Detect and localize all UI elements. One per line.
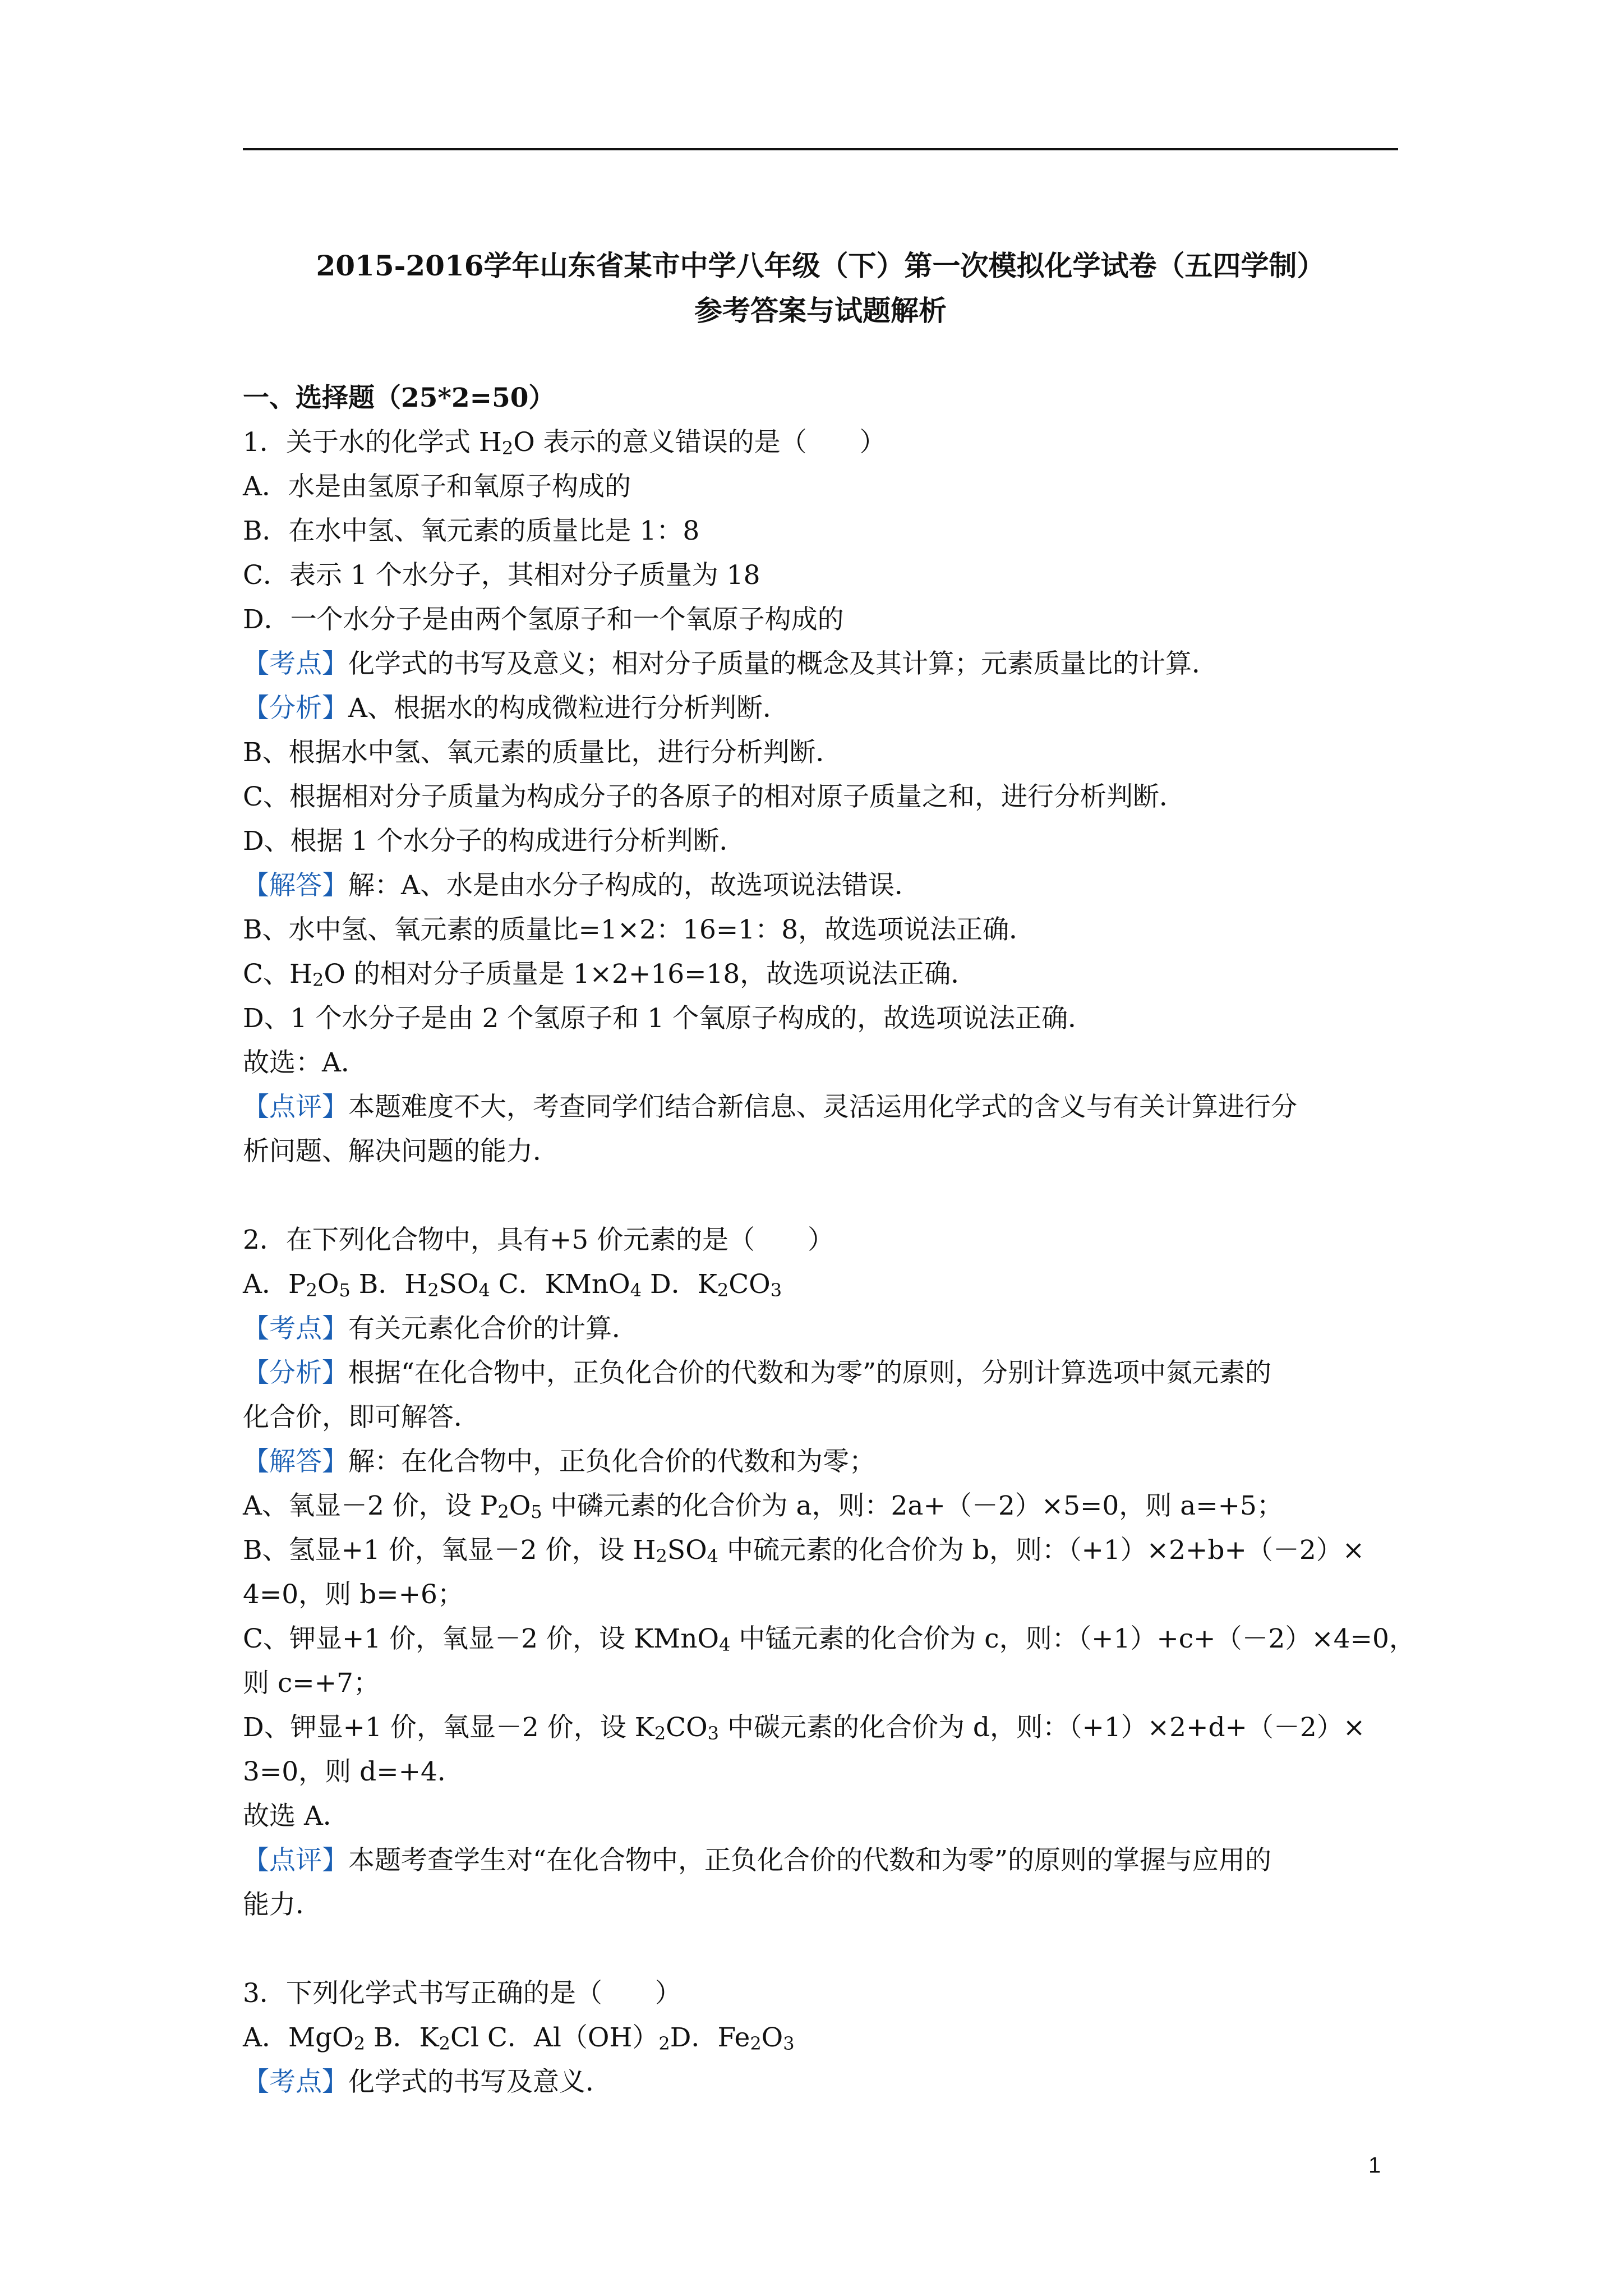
q1-jieda-line: D、1 个水分子是由 2 个氢原子和 1 个氧原子构成的，故选项说法正确． [243,1003,1095,1034]
document-title: 2015-2016学年山东省某市中学八年级（下）第一次模拟化学试卷（五四学制） [316,249,1325,282]
q1-fenxi: 【分析】A、根据水的构成微粒进行分析判断． [243,693,789,724]
section-heading: 一、选择题（25*2=50） [243,383,555,413]
q2-answer: 故选 A． [243,1801,349,1832]
q1-option-d: D．一个水分子是由两个氢原子和一个氧原子构成的 [243,604,844,635]
q1-kaodian: 【考点】化学式的书写及意义；相对分子质量的概念及其计算；元素质量比的计算． [243,648,1218,679]
kaodian-tag: 【考点】 [243,2067,348,2097]
q2-jieda-line: B、氢显+1 价，氧显－2 价，设 $H_2SO_4$ 中硫元素的化合价为 b，则：（+1）×2+b+（－2）× [243,1535,1365,1567]
q1-fenxi-line: B、根据水中氢、氧元素的质量比，进行分析判断． [243,737,842,768]
q2-stem: 2．在下列化合物中，具有+5 价元素的是（ ） [243,1225,834,1255]
q3-options: A．MgO$_2$ B．$K_2Cl$ C．$Al(OH)_2D$．$Fe_2O_3$ [243,2022,795,2054]
page-number: 1 [1368,2153,1381,2178]
kaodian-tag: 【考点】 [243,648,348,679]
q2-jieda: 【解答】解：在化合物中，正负化合价的代数和为零； [243,1446,875,1477]
q3-kaodian: 【考点】化学式的书写及意义． [243,2067,612,2097]
q3-stem: 3．下列化学式书写正确的是（ ） [243,1978,681,2009]
q1-jieda: 【解答】解：A、水是由水分子构成的，故选项说法错误． [243,870,921,901]
dianping-tag: 【点评】 [243,1092,348,1122]
q2-dianping: 【点评】本题考查学生对“在化合物中，正负化合价的代数和为零”的原则的掌握与应用的 [243,1845,1272,1876]
spacer [243,1174,1398,1218]
q2-jieda-line: 3=0，则 d=+4． [243,1756,464,1787]
q2-jieda-line: 4=0，则 b=+6； [243,1579,464,1610]
q2-jieda-line: A、氧显－2 价，设 $P_2O_5$ 中磷元素的化合价为 a，则：2a+（－2）×5=0，则 a=+5； [243,1490,1283,1522]
fenxi-tag: 【分析】 [243,1358,348,1388]
q1-dianping: 【点评】本题难度不大，考查同学们结合新信息、灵活运用化学式的含义与有关计算进行分 [243,1092,1297,1122]
header-rule [243,148,1398,150]
q2-kaodian: 【考点】有关元素化合价的计算． [243,1313,638,1344]
q2-jieda-line: D、钾显+1 价，氧显－2 价，设 $K_2CO_3$ 中碳元素的化合价为 d，则：（+1）×2+d+（－2）× [243,1712,1366,1744]
q1-dianping-line: 析问题、解决问题的能力． [243,1136,559,1167]
q1-fenxi-line: C、根据相对分子质量为构成分子的各原子的相对原子质量之和，进行分析判断． [243,781,1186,812]
q1-fenxi-line: D、根据 1 个水分子的构成进行分析判断． [243,826,746,857]
jieda-tag: 【解答】 [243,870,348,901]
document-body [243,376,1415,2104]
q2-fenxi: 【分析】根据“在化合物中，正负化合价的代数和为零”的原则，分别计算选项中氮元素的 [243,1358,1272,1388]
fenxi-tag: 【分析】 [243,693,348,724]
jieda-tag: 【解答】 [243,1446,348,1477]
q2-fenxi-line: 化合价，即可解答． [243,1402,480,1433]
q2-dianping-line: 能力． [243,1889,322,1920]
kaodian-tag: 【考点】 [243,1313,348,1344]
dianping-tag: 【点评】 [243,1845,348,1876]
q1-jieda-line: B、水中氢、氧元素的质量比=1×2：16=1：8，故选项说法正确． [243,914,1036,945]
q1-stem: 1．关于水的化学式 $H_2O$ 表示的意义错误的是（ ） [243,427,886,459]
spacer [243,1927,1398,1971]
q2-jieda-line: C、钾显+1 价，氧显－2 价，设 KMnO$_4$ 中锰元素的化合价为 c，则：（+1）+c+（－2）×4=0， [243,1623,1415,1655]
q1-option-c: C．表示 1 个水分子，其相对分子质量为 18 [243,560,760,591]
q1-jieda-line: C、$H_2O$ 的相对分子质量是 1×2+16=18，故选项说法正确． [243,959,978,991]
q1-option-b: B．在水中氢、氧元素的质量比是 1：8 [243,516,700,546]
q1-answer: 故选：A． [243,1047,367,1078]
document-subtitle: 参考答案与试题解析 [694,294,947,327]
q2-options: A．$P_2O_5$ B．$H_2SO_4$ C．KMnO$_4$ D．$K_2CO_3$ [243,1269,782,1301]
q2-jieda-line: 则 c=+7； [243,1668,380,1699]
q1-option-a: A．水是由氢原子和氧原子构成的 [243,471,631,502]
